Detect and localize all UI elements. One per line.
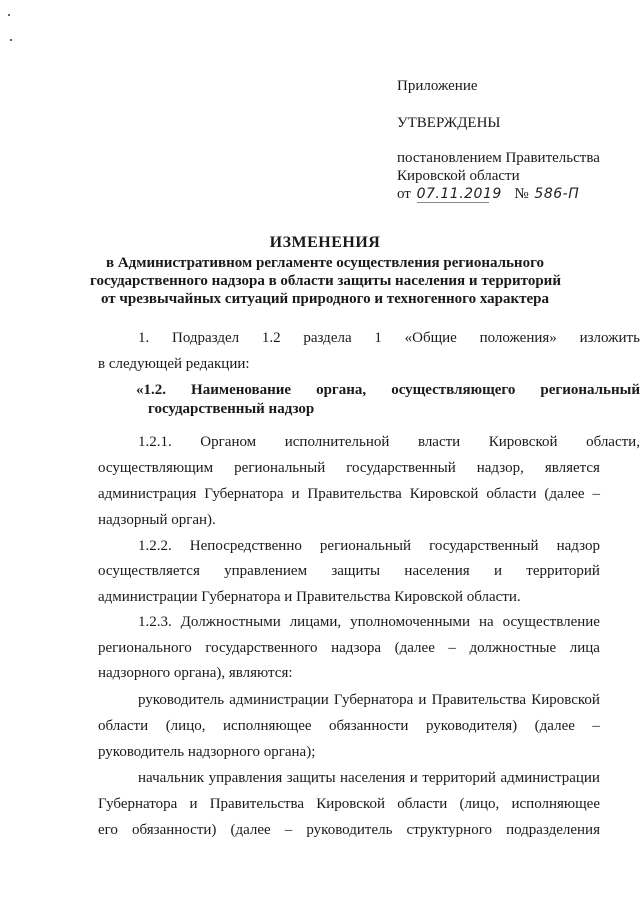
title-main: ИЗМЕНЕНИЯ: [269, 234, 381, 251]
word: осуществляющим: [98, 460, 214, 476]
word: области,: [586, 434, 640, 450]
word: области: [98, 718, 149, 734]
word: Правительства: [209, 796, 305, 812]
word: обязанности: [329, 718, 409, 734]
word: государственного: [205, 640, 318, 656]
word: населения: [404, 563, 470, 579]
word: «1.2.: [136, 382, 166, 398]
word: –: [592, 718, 600, 734]
word: управлением: [224, 563, 308, 579]
paragraph-122-line: [138, 538, 600, 555]
word: региональный: [319, 538, 412, 554]
word: регионального: [98, 640, 192, 656]
word: обязанности): [132, 822, 217, 838]
word: территорий: [526, 563, 600, 579]
word: лицами,: [289, 614, 342, 630]
document-title: [90, 234, 560, 308]
word: и: [409, 770, 418, 786]
word: подразделения: [506, 822, 600, 838]
word: органа,: [316, 382, 367, 398]
word: лица: [569, 640, 600, 656]
word: –: [284, 822, 293, 838]
word: Губернатора: [333, 692, 414, 708]
word: исполняющее: [511, 796, 600, 812]
word: государственный: [429, 538, 539, 554]
word: Наименование: [191, 382, 292, 398]
word: защиты: [286, 770, 336, 786]
word: Правительства: [431, 692, 527, 708]
region-line: Кировской области: [397, 168, 520, 184]
word: «Общие: [404, 330, 457, 346]
date-number-line: [397, 185, 607, 203]
word: надзора: [331, 640, 382, 656]
word: 1.2.1.: [138, 434, 172, 450]
word: власти: [417, 434, 461, 450]
word: осуществляется: [98, 563, 200, 579]
word: (лицо,: [165, 718, 206, 734]
word: (далее: [394, 640, 435, 656]
word: области: [486, 486, 537, 502]
word: (лицо,: [459, 796, 500, 812]
word: (далее: [230, 822, 271, 838]
paragraph-123-line: [98, 640, 600, 657]
word: области: [397, 796, 448, 812]
word: населения: [340, 770, 406, 786]
word: (далее: [534, 718, 575, 734]
word: Непосредственно: [189, 538, 302, 554]
word: и: [189, 796, 198, 812]
word: и: [291, 486, 300, 502]
word: надзор,: [476, 460, 524, 476]
word: Губернатора: [204, 486, 284, 502]
word: положения»: [479, 330, 557, 346]
word: осуществляющего: [391, 382, 516, 398]
title-line: государственного надзора в области защиты населения и территорий: [90, 273, 561, 289]
word: руководитель: [306, 822, 393, 838]
paragraph-122-line: администрации Губернатора и Правительства Кировской области.: [98, 589, 521, 605]
decree-line: постановлением Правительства: [397, 150, 600, 166]
scan-speck: [10, 39, 12, 41]
section-heading-line: государственный надзор: [148, 401, 315, 417]
word: Подраздел: [172, 330, 240, 346]
list-item-2-line: [138, 770, 600, 787]
word: надзор: [556, 538, 600, 554]
number-prefix: №: [514, 186, 529, 202]
section-heading-line: [136, 382, 640, 399]
paragraph-1-line: в следующей редакции:: [98, 356, 250, 372]
word: 1.2.2.: [138, 538, 172, 554]
word: государственный: [346, 460, 456, 476]
word: администрации: [229, 692, 329, 708]
word: администрации: [500, 770, 600, 786]
word: региональный: [234, 460, 326, 476]
word: 1: [374, 330, 382, 346]
paragraph-123-line: надзорного органа), являются:: [98, 665, 293, 681]
word: руководителя): [426, 718, 518, 734]
word: на: [478, 614, 494, 630]
paragraph-122-line: [98, 563, 600, 580]
word: Должностными: [180, 614, 281, 630]
word: региональный: [540, 382, 640, 398]
word: начальник: [138, 770, 205, 786]
title-line: от чрезвычайных ситуаций природного и техногенного характера: [101, 291, 549, 307]
paragraph-121-line: [98, 460, 600, 477]
list-item-1-line: [138, 692, 600, 709]
paragraph-121-line: надзорный орган).: [98, 512, 216, 528]
word: управления: [208, 770, 283, 786]
word: администрация: [98, 486, 197, 502]
list-item-1-line: [98, 718, 600, 735]
scan-speck: [8, 14, 10, 16]
word: –: [448, 640, 456, 656]
word: уполномоченными: [350, 614, 471, 630]
paragraph-123-line: [138, 614, 600, 631]
handwritten-number: 586-П: [534, 186, 580, 202]
word: защиты: [331, 563, 381, 579]
word: его: [98, 822, 118, 838]
word: должностные: [469, 640, 557, 656]
word: является: [544, 460, 600, 476]
word: и: [493, 563, 503, 579]
approved-label: УТВЕРЖДЕНЫ: [397, 115, 501, 131]
paragraph-121-line: [98, 486, 600, 503]
word: изложить: [579, 330, 640, 346]
list-item-2-line: [98, 822, 600, 839]
word: 1.2: [261, 330, 281, 346]
word: –: [592, 486, 600, 502]
word: исполняющее: [223, 718, 312, 734]
word: раздела: [303, 330, 352, 346]
paragraph-1-line: [138, 330, 640, 347]
word: (далее: [544, 486, 585, 502]
word: Кировской: [531, 692, 600, 708]
word: Правительства: [307, 486, 402, 502]
word: Органом: [200, 434, 257, 450]
word: структурного: [406, 822, 492, 838]
list-item-2-line: [98, 796, 600, 813]
handwritten-date: 07.11.2019: [416, 186, 502, 202]
word: исполнительной: [284, 434, 390, 450]
word: 1.2.3.: [138, 614, 172, 630]
word: 1.: [138, 330, 150, 346]
word: Кировской: [409, 486, 479, 502]
word: осуществление: [502, 614, 600, 630]
word: Кировской: [488, 434, 558, 450]
date-prefix: от: [397, 186, 411, 202]
word: Губернатора: [98, 796, 178, 812]
word: Кировской: [316, 796, 386, 812]
paragraph-121-line: [138, 434, 640, 451]
word: руководитель: [138, 692, 225, 708]
title-line: в Административном регламенте осуществления регионального: [105, 255, 545, 271]
appendix-label: Приложение: [397, 78, 478, 94]
list-item-1-line: руководитель надзорного органа);: [98, 744, 316, 760]
word: территорий: [422, 770, 496, 786]
word: и: [418, 692, 427, 708]
